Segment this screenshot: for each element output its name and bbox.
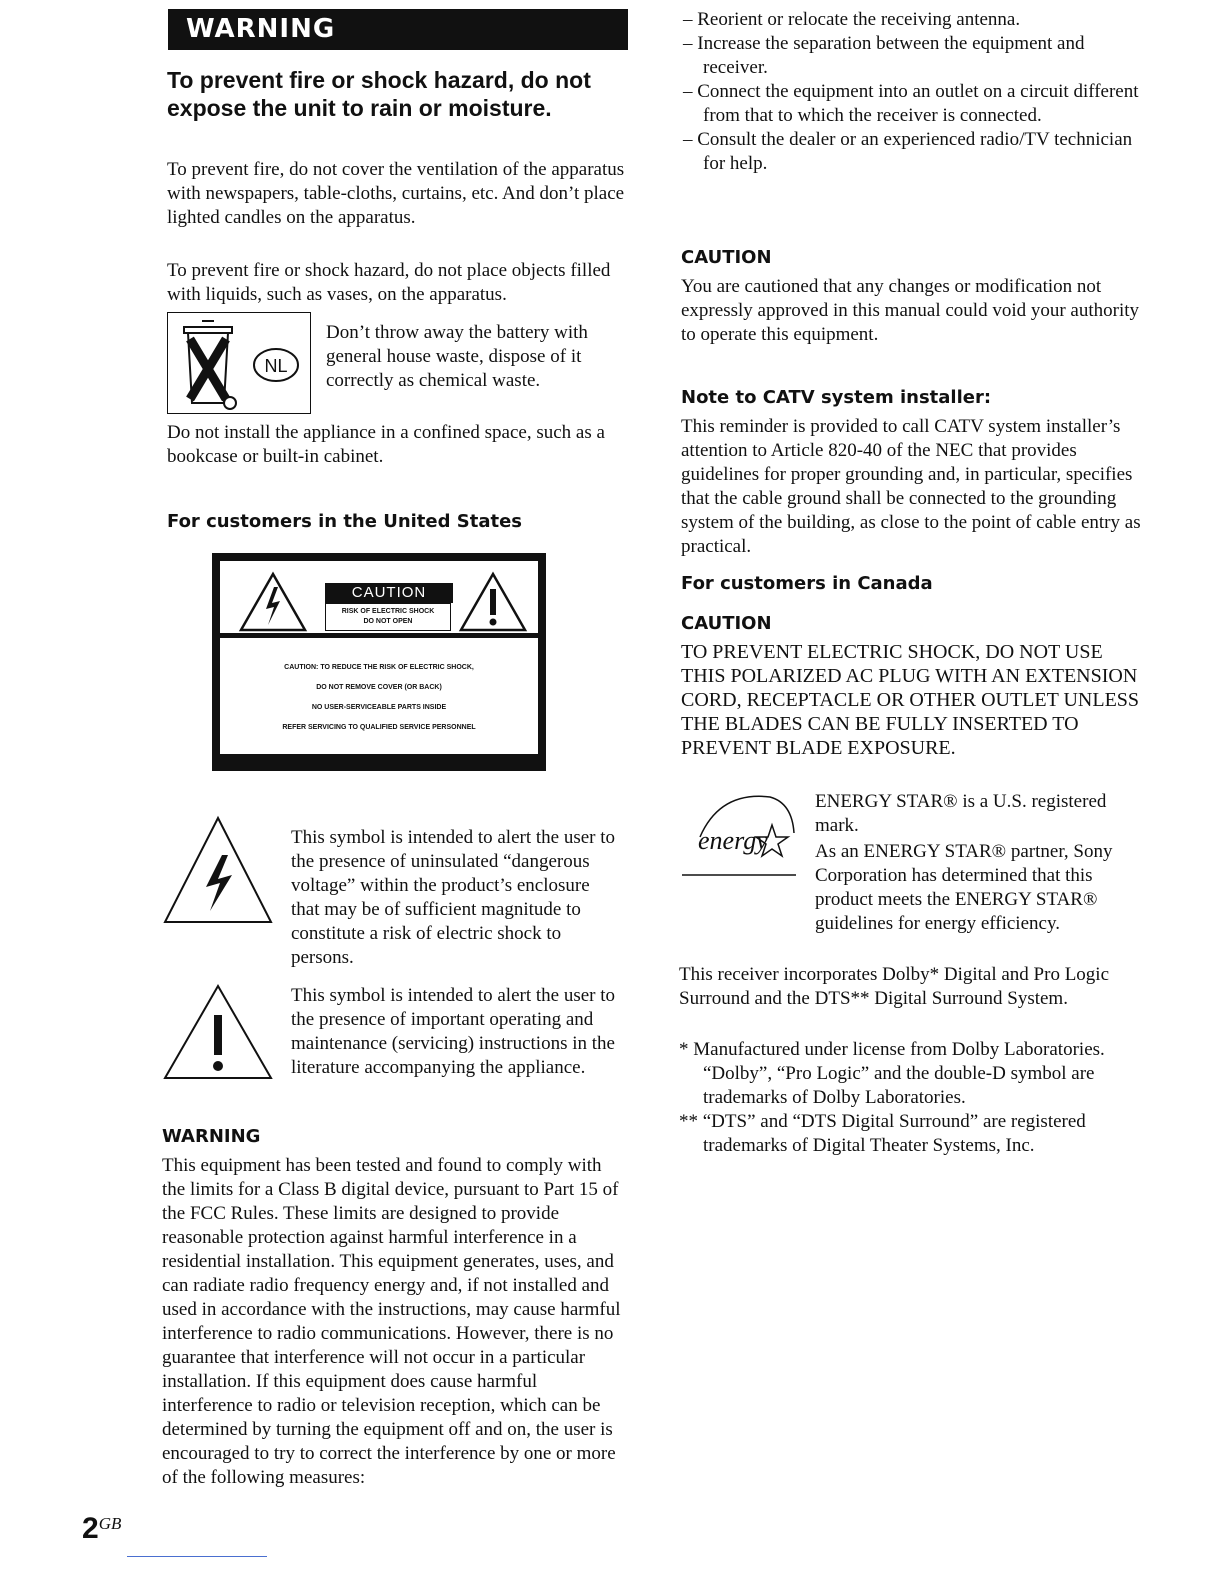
- energy-star-logo: [680, 787, 800, 879]
- fcc-warning-heading: WARNING: [162, 1126, 261, 1147]
- footnote-dolby-trademark: “Dolby”, “Pro Logic” and the double-D symbol are trademarks of Dolby Laboratories.: [703, 1063, 1095, 1108]
- caution-sub1: RISK OF ELECTRIC SHOCK: [341, 608, 435, 615]
- us-customers-heading: For customers in the United States: [167, 511, 523, 532]
- ventilation-paragraph: To prevent fire, do not cover the ventilation of the apparatus with newspapers, table-cloths, curtains, etc. And don’t place lighted candles on the apparatus.: [167, 159, 625, 228]
- caution-label-graphic: [212, 553, 546, 771]
- measure-item: – Increase the separation between the equipment and receiver.: [683, 33, 1085, 78]
- caution-text: You are cautioned that any changes or modification not expressly approved in this manual could void your authority to operate this equipment.: [681, 276, 1140, 345]
- warning-banner: WARNING: [168, 9, 628, 50]
- battery-logo-label: NL: [264, 356, 288, 376]
- energy-logo-text: energy: [698, 826, 768, 855]
- catv-text: This reminder is provided to call CATV system installer’s attention to Article 820-40 of the NEC that provides guidelines for proper grounding and, in particular, specifies that the cable ground shall be connected to the grounding system of the building, as close to the point of cable entry as practical.: [681, 416, 1141, 557]
- exclamation-symbol-text: This symbol is intended to alert the user to the presence of important operating and maintenance (servicing) instructions in the literature accompanying the appliance.: [291, 985, 616, 1078]
- caution-heading: CAUTION: [681, 247, 772, 268]
- measures-list: [683, 8, 1143, 176]
- caution-line-2: DO NOT REMOVE COVER (OR BACK): [316, 684, 442, 691]
- battery-note: Don’t throw away the battery with general house waste, dispose of it correctly as chemical waste.: [326, 322, 588, 391]
- important-instructions-icon: [162, 983, 274, 1081]
- catv-heading: Note to CATV system installer:: [681, 387, 992, 408]
- voltage-symbol-text: This symbol is intended to alert the user to the presence of uninsulated “dangerous voltage” within the product’s enclosure that may be of sufficient magnitude to constitute a risk of electric shock to persons.: [291, 827, 616, 968]
- canada-caution-text: TO PREVENT ELECTRIC SHOCK, DO NOT USE THIS POLARIZED AC PLUG WITH AN EXTENSION CORD, RECEPTACLE OR OTHER OUTLET UNLESS THE BLADES CAN BE FULLY INSERTED TO PREVENT BLADE EXPOSURE.: [681, 641, 1140, 759]
- caution-line-1: CAUTION: TO REDUCE THE RISK OF ELECTRIC SHOCK,: [284, 664, 474, 671]
- measure-item: – Connect the equipment into an outlet on a circuit different from that to which the receiver is connected.: [683, 81, 1139, 126]
- caution-title: CAUTION: [325, 583, 453, 603]
- caution-sub2: DO NOT OPEN: [363, 618, 413, 625]
- energy-star-text-1: ENERGY STAR® is a U.S. registered mark.: [815, 791, 1107, 836]
- caution-subtext: [325, 603, 451, 631]
- energy-star-text-2: As an ENERGY STAR® partner, Sony Corporation has determined that this product meets the ENERGY STAR® guidelines for energy efficiency.: [815, 841, 1113, 934]
- fcc-warning-text: This equipment has been tested and found to comply with the limits for a Class B digital device, pursuant to Part 15 of the FCC Rules. These limits are designed to provide reasonable protection against harmful interference in a residential installation. This equipment generates, uses, and can radiate radio frequency energy and, if not installed and used in accordance with the instructions, may cause harmful interference to radio communications. However, there is no guarantee that interference will not occur in a particular installation. If this equipment does cause harmful interference to radio or television reception, which can be determined by turning the equipment off and on, the user is encouraged to try to correct the interference by one or more of the following measures:: [162, 1155, 621, 1488]
- lightning-warning-icon: [238, 571, 308, 633]
- footnote-dts: ** “DTS” and “DTS Digital Surround” are registered trademarks of Digital Theater Systems, Inc.: [679, 1111, 1086, 1156]
- caution-line-4: REFER SERVICING TO QUALIFIED SERVICE PERSONNEL: [282, 724, 476, 731]
- page-headline: To prevent fire or shock hazard, do not expose the unit to rain or moisture.: [167, 67, 591, 121]
- page-number-value: 2: [82, 1512, 99, 1545]
- dangerous-voltage-icon: [162, 815, 274, 925]
- dolby-dts-text: This receiver incorporates Dolby* Digital and Pro Logic Surround and the DTS** Digital Surround System.: [679, 964, 1110, 1009]
- footer-rule: [127, 1556, 267, 1557]
- liquids-paragraph: To prevent fire or shock hazard, do not place objects filled with liquids, such as vases, on the apparatus.: [167, 260, 611, 305]
- footnotes: [679, 1038, 1141, 1158]
- measure-item: – Consult the dealer or an experienced radio/TV technician for help.: [683, 129, 1133, 174]
- page-number: [82, 1512, 121, 1546]
- battery-disposal-icon: [167, 312, 311, 414]
- confined-space-paragraph: Do not install the appliance in a confined space, such as a bookcase or built-in cabinet.: [167, 422, 605, 467]
- exclamation-warning-icon: [458, 571, 528, 633]
- footnote-dolby-license: * Manufactured under license from Dolby Laboratories.: [679, 1039, 1105, 1060]
- page-number-suffix: GB: [98, 1514, 122, 1533]
- canada-caution-heading: CAUTION: [681, 613, 772, 634]
- measure-item: – Reorient or relocate the receiving antenna.: [683, 9, 1021, 30]
- caution-line-3: NO USER-SERVICEABLE PARTS INSIDE: [311, 704, 447, 711]
- canada-heading: For customers in Canada: [681, 573, 933, 594]
